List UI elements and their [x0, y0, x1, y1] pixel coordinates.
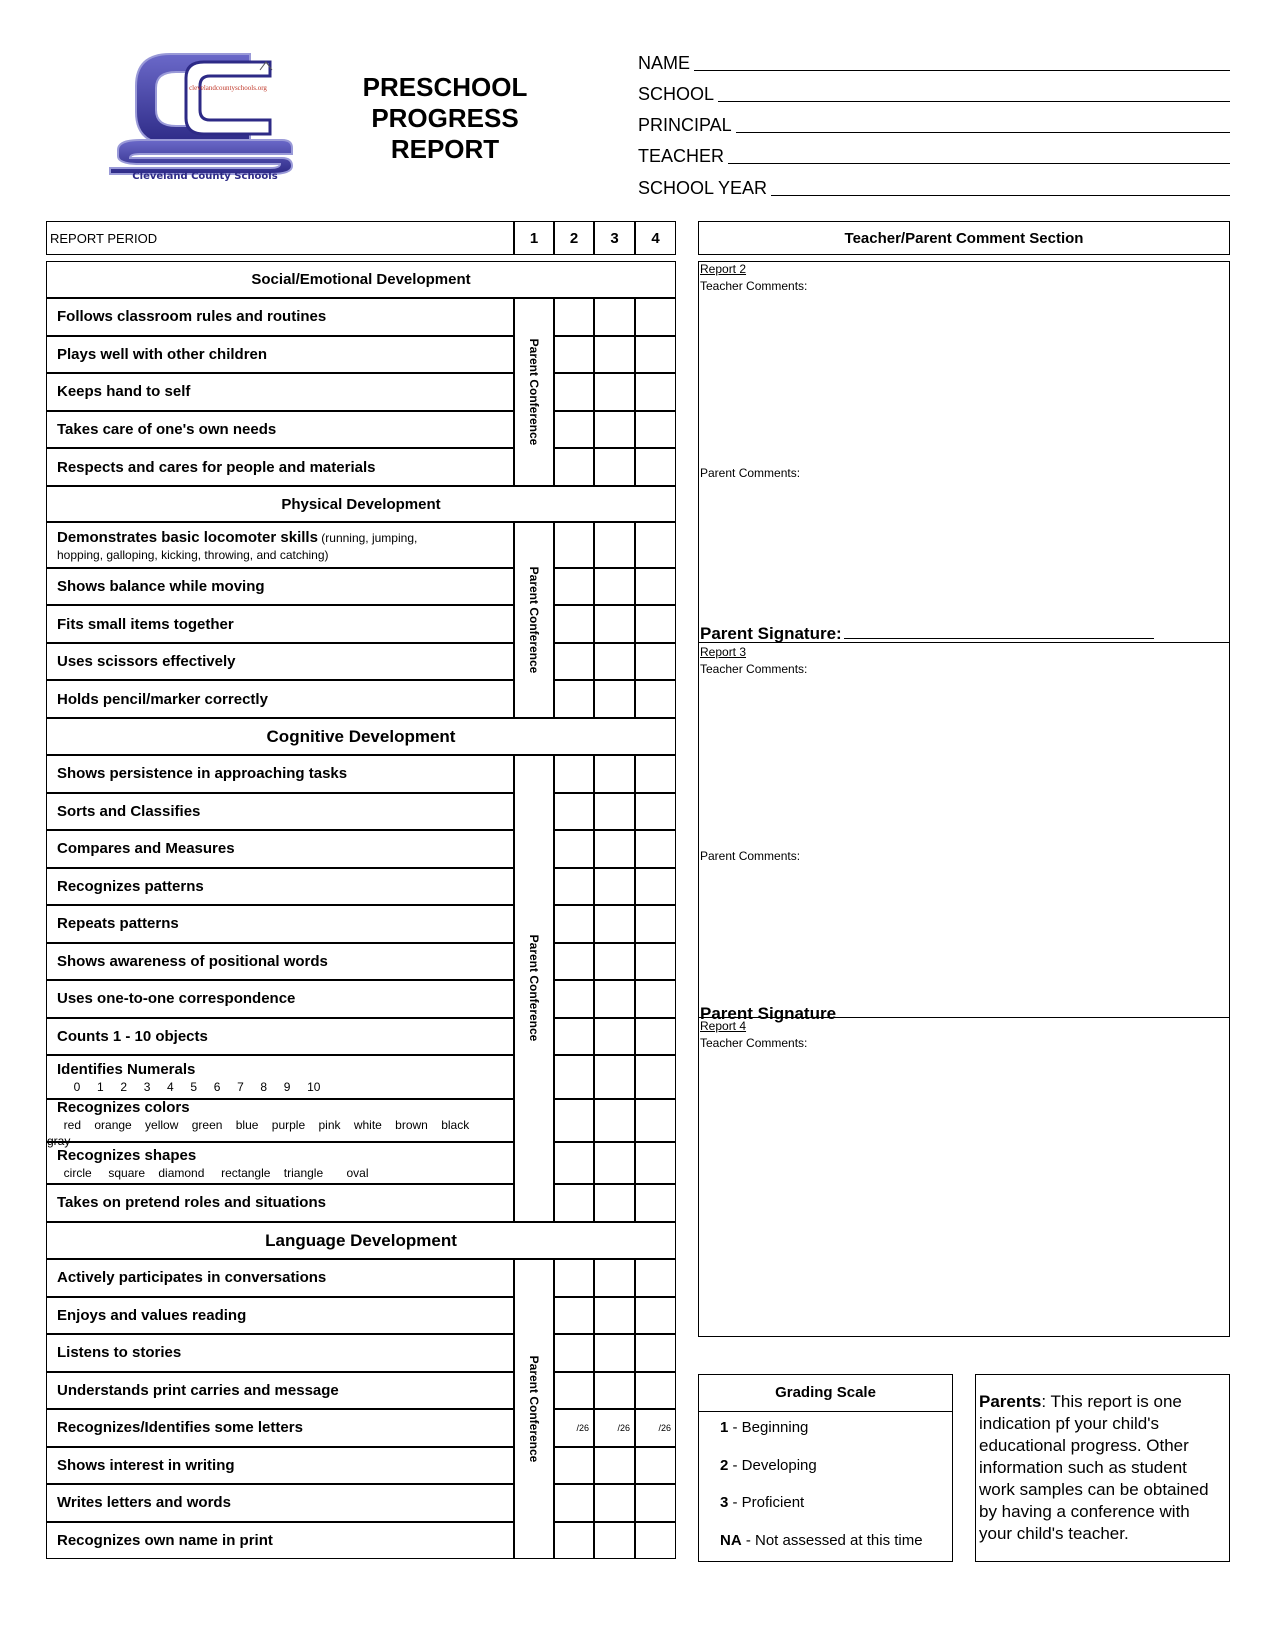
grading-scale-title: Grading Scale — [698, 1374, 953, 1412]
skill-row — [46, 448, 514, 486]
grade-cell[interactable] — [594, 868, 635, 906]
grade-cell[interactable] — [635, 1522, 676, 1560]
grade-cell[interactable] — [594, 1259, 635, 1297]
teacher-field[interactable]: TEACHER — [638, 139, 1230, 167]
grade-cell[interactable] — [635, 793, 676, 831]
skill-options-overflow: gray — [47, 1134, 71, 1148]
grade-cell[interactable] — [635, 1297, 676, 1335]
skill-row — [46, 868, 514, 906]
grade-cell[interactable] — [635, 298, 676, 336]
skill-label — [57, 1344, 513, 1361]
grade-cell[interactable] — [594, 1372, 635, 1410]
grade-cell[interactable] — [554, 980, 594, 1018]
skill-row — [46, 522, 514, 568]
skill-row — [46, 1018, 514, 1056]
skill-label — [57, 691, 513, 708]
grade-cell[interactable]: /26 — [554, 1409, 594, 1447]
school-field[interactable]: SCHOOL — [638, 77, 1230, 105]
grade-cell[interactable] — [554, 680, 594, 718]
grade-cell[interactable] — [635, 943, 676, 981]
grade-cell[interactable] — [594, 1522, 635, 1560]
grade-cell[interactable] — [594, 605, 635, 643]
skill-row — [46, 1297, 514, 1335]
grade-cell[interactable] — [635, 1142, 676, 1184]
skill-label — [57, 1028, 513, 1045]
period-4-header: 4 — [635, 221, 676, 255]
grade-cell[interactable] — [594, 1055, 635, 1099]
skill-row — [46, 643, 514, 680]
grade-cell[interactable] — [554, 1334, 594, 1372]
skill-detail: (running, jumping, — [317, 530, 418, 545]
skill-label-text: Actively participates in conversations — [57, 1269, 327, 1287]
cc-logo-icon — [100, 40, 310, 200]
parent-conference-label: Parent Conference — [527, 1355, 541, 1463]
grade-cell[interactable] — [554, 1018, 594, 1056]
skill-label-text: Uses scissors effectively — [57, 653, 236, 670]
skill-label-text: Follows classroom rules and routines — [57, 308, 327, 326]
report-2-parent-signature[interactable]: Parent Signature: — [700, 624, 1154, 644]
grade-cell[interactable] — [554, 1259, 594, 1297]
grade-cell[interactable] — [635, 568, 676, 605]
school-year-field[interactable]: SCHOOL YEAR — [638, 171, 1230, 199]
skill-row — [46, 298, 514, 336]
skill-label-text: Respects and cares for people and materials — [57, 458, 376, 476]
skill-row — [46, 605, 514, 643]
grade-cell[interactable] — [594, 943, 635, 981]
grade-beginning: 1 - Beginning — [720, 1419, 809, 1436]
skill-label-text: Plays well with other children — [57, 345, 268, 363]
skill-label-text: Shows awareness of positional words — [57, 952, 328, 970]
grade-cell[interactable] — [594, 373, 635, 411]
comment-section — [698, 261, 1230, 1337]
skill-row — [46, 1372, 514, 1410]
skill-options: circle square diamond rectangle triangle oval — [57, 1165, 369, 1180]
skill-label — [57, 953, 513, 970]
report-3-parent-comments[interactable]: Parent Comments: — [700, 849, 801, 863]
grade-cell[interactable] — [635, 336, 676, 374]
grade-cell[interactable] — [554, 1372, 594, 1410]
grade-cell[interactable] — [635, 1334, 676, 1372]
skill-label-text: Shows interest in writing — [57, 1456, 235, 1474]
grade-cell[interactable] — [635, 1447, 676, 1485]
grade-cell[interactable]: /26 — [594, 1409, 635, 1447]
parent-conference-label: Parent Conference — [527, 338, 541, 446]
grade-cell[interactable] — [594, 411, 635, 449]
grade-cell[interactable] — [554, 298, 594, 336]
grade-cell[interactable] — [554, 1447, 594, 1485]
skill-row — [46, 1099, 514, 1148]
grade-cell[interactable] — [635, 1484, 676, 1522]
skill-row — [46, 1522, 514, 1560]
grade-cell[interactable] — [635, 373, 676, 411]
skill-row — [46, 943, 514, 981]
grade-cell[interactable] — [594, 568, 635, 605]
skill-label — [57, 915, 513, 932]
skill-label-text: Takes on pretend roles and situations — [57, 1194, 326, 1212]
grade-cell[interactable] — [594, 1447, 635, 1485]
grade-cell[interactable] — [635, 1055, 676, 1099]
period-2-header: 2 — [554, 221, 594, 255]
grade-cell[interactable] — [594, 830, 635, 868]
grade-cell[interactable] — [635, 830, 676, 868]
grade-cell[interactable] — [594, 1297, 635, 1335]
skill-row — [46, 793, 514, 831]
report-divider — [698, 642, 1230, 643]
grade-cell[interactable] — [554, 793, 594, 831]
section-header-social: Social/Emotional Development — [46, 261, 676, 298]
skill-label-text: Shows balance while moving — [57, 578, 265, 595]
grade-developing: 2 - Developing — [720, 1457, 817, 1474]
skill-label-text: Recognizes colors — [57, 1099, 190, 1116]
grade-cell[interactable] — [554, 411, 594, 449]
grade-cell[interactable] — [554, 1099, 594, 1142]
skill-label-text: Sorts and Classifies — [57, 802, 201, 820]
comment-section-header: Teacher/Parent Comment Section — [698, 221, 1230, 255]
skill-options: hopping, galloping, kicking, throwing, and catching) — [57, 547, 329, 562]
period-1-header: 1 — [514, 221, 554, 255]
parent-conference-column — [514, 298, 554, 486]
skill-label-text: Demonstrates basic locomoter skills — [57, 528, 318, 546]
grade-cell[interactable] — [594, 1142, 635, 1184]
grade-cell[interactable] — [554, 1142, 594, 1184]
skill-label — [57, 878, 513, 895]
skill-row — [46, 1334, 514, 1372]
report-3-parent-signature[interactable]: Parent Signature — [700, 1004, 837, 1023]
skill-label — [57, 1061, 513, 1078]
skill-label-text: Counts 1 - 10 objects — [57, 1027, 208, 1045]
grade-cell[interactable] — [635, 868, 676, 906]
section-header-cognitive: Cognitive Development — [46, 718, 676, 755]
parent-conference-label: Parent Conference — [527, 566, 541, 674]
skill-label — [57, 459, 513, 476]
logo-org-name: Cleveland County Schools — [132, 171, 278, 182]
skill-label — [57, 765, 513, 782]
skill-label — [57, 1382, 513, 1399]
grade-cell[interactable] — [554, 568, 594, 605]
report-4-label: Report 4 — [700, 1019, 747, 1033]
skill-label — [57, 990, 513, 1007]
grade-cell[interactable] — [594, 336, 635, 374]
skill-row — [46, 755, 514, 793]
grade-cell[interactable] — [554, 1297, 594, 1335]
grade-cell[interactable] — [554, 943, 594, 981]
grade-cell[interactable] — [554, 755, 594, 793]
skill-label-text: Recognizes shapes — [57, 1146, 197, 1164]
section-header-language: Language Development — [46, 1222, 676, 1259]
grade-cell[interactable] — [635, 605, 676, 643]
skill-label — [57, 1532, 513, 1549]
skill-row — [46, 1409, 514, 1447]
skill-label — [57, 1494, 513, 1511]
skill-label-text: Identifies Numerals — [57, 1060, 196, 1078]
grade-cell[interactable] — [635, 905, 676, 943]
skill-row — [46, 411, 514, 449]
skill-label-text: Repeats patterns — [57, 915, 179, 933]
grade-cell[interactable] — [554, 605, 594, 643]
grade-cell[interactable] — [554, 830, 594, 868]
skill-label — [57, 578, 513, 595]
report-2-parent-comments[interactable]: Parent Comments: — [700, 466, 801, 480]
skill-label — [57, 1194, 513, 1211]
skill-options: red orange yellow green blue purple pink white brown black — [57, 1118, 470, 1132]
skill-label-text: Listens to stories — [57, 1344, 182, 1362]
grade-cell[interactable] — [554, 373, 594, 411]
report-2-label: Report 2 — [700, 262, 747, 276]
grade-cell[interactable] — [554, 336, 594, 374]
grade-cell[interactable] — [635, 980, 676, 1018]
grade-cell[interactable] — [554, 522, 594, 568]
skill-label-text: Enjoys and values reading — [57, 1306, 247, 1324]
grade-cell[interactable] — [594, 980, 635, 1018]
section-header-physical: Physical Development — [46, 486, 676, 522]
skill-row — [46, 1055, 514, 1099]
report-period-label: REPORT PERIOD — [46, 221, 514, 255]
grade-cell[interactable] — [554, 868, 594, 906]
parent-conference-column — [514, 1259, 554, 1559]
skill-label-text: Recognizes own name in print — [57, 1531, 273, 1549]
school-logo — [100, 40, 310, 200]
grade-cell[interactable] — [635, 1099, 676, 1142]
skill-row — [46, 830, 514, 868]
grade-cell[interactable] — [594, 1099, 635, 1142]
skill-label-text: Recognizes patterns — [57, 877, 204, 895]
skill-label — [57, 346, 513, 363]
skill-label — [57, 616, 513, 633]
grade-cell[interactable] — [635, 1018, 676, 1056]
skill-label — [57, 1457, 513, 1474]
grade-cell[interactable] — [635, 448, 676, 486]
skill-label-text: Shows persistence in approaching tasks — [57, 765, 348, 783]
skill-label — [57, 1147, 513, 1164]
grade-cell[interactable] — [594, 1184, 635, 1222]
grade-cell[interactable] — [635, 680, 676, 718]
skill-label-text: Understands print carries and message — [57, 1381, 339, 1399]
skill-label — [57, 1099, 513, 1116]
grade-cell[interactable] — [554, 448, 594, 486]
grade-cell[interactable] — [594, 905, 635, 943]
grade-cell[interactable] — [635, 643, 676, 680]
skill-label — [57, 653, 513, 670]
report-3-teacher-comments[interactable]: Teacher Comments: — [700, 662, 808, 676]
grade-cell[interactable] — [594, 755, 635, 793]
skill-label — [57, 1307, 513, 1324]
skill-label — [57, 840, 513, 857]
svg-text:clevelandcountyschools.org: clevelandcountyschools.org — [189, 84, 267, 92]
grade-cell[interactable] — [554, 1522, 594, 1560]
parent-conference-column — [514, 755, 554, 1222]
report-2-teacher-comments[interactable]: Teacher Comments: — [700, 279, 808, 293]
skill-row — [46, 1447, 514, 1485]
skill-row — [46, 680, 514, 718]
grade-cell[interactable] — [594, 1018, 635, 1056]
skill-label — [57, 308, 513, 325]
skill-label-text: Fits small items together — [57, 615, 234, 633]
report-4-teacher-comments[interactable]: Teacher Comments: — [700, 1036, 808, 1050]
skill-label — [57, 421, 513, 438]
grade-cell[interactable] — [594, 680, 635, 718]
grade-cell[interactable] — [635, 1372, 676, 1410]
principal-field[interactable]: PRINCIPAL — [638, 108, 1230, 136]
skill-row — [46, 568, 514, 605]
skill-row — [46, 905, 514, 943]
grade-cell[interactable] — [594, 522, 635, 568]
grade-cell[interactable] — [594, 1484, 635, 1522]
grade-cell[interactable] — [554, 1484, 594, 1522]
grade-cell[interactable] — [554, 905, 594, 943]
skill-row — [46, 1259, 514, 1297]
grade-cell[interactable] — [554, 643, 594, 680]
grade-cell[interactable] — [635, 755, 676, 793]
report-3-label: Report 3 — [700, 645, 747, 659]
grade-cell[interactable] — [635, 1184, 676, 1222]
grade-cell[interactable] — [635, 1259, 676, 1297]
skill-row — [46, 1184, 514, 1222]
skill-row — [46, 1142, 514, 1184]
skill-label-text: Compares and Measures — [57, 840, 235, 858]
grade-cell[interactable] — [594, 448, 635, 486]
skill-row — [46, 980, 514, 1018]
skill-label-text: Holds pencil/marker correctly — [57, 690, 268, 708]
grade-cell[interactable] — [594, 643, 635, 680]
parent-conference-column — [514, 522, 554, 718]
skill-label-text: Takes care of one's own needs — [57, 421, 277, 439]
skill-label — [57, 1269, 513, 1286]
skill-label — [57, 803, 513, 820]
grade-cell[interactable] — [635, 411, 676, 449]
grade-cell[interactable] — [635, 522, 676, 568]
grade-not-assessed: NA - Not assessed at this time — [720, 1532, 923, 1549]
skill-label-text: Writes letters and words — [57, 1494, 231, 1512]
skill-label-text: Keeps hand to self — [57, 383, 191, 401]
skill-label-text: Uses one-to-one correspondence — [57, 990, 296, 1008]
report-title: PRESCHOOL PROGRESS REPORT — [362, 72, 528, 164]
grade-cell[interactable] — [554, 1055, 594, 1099]
skill-label-text: Recognizes/Identifies some letters — [57, 1419, 303, 1437]
grade-cell[interactable] — [594, 793, 635, 831]
skill-row — [46, 373, 514, 411]
skill-label — [57, 383, 513, 400]
parent-conference-label: Parent Conference — [527, 934, 541, 1042]
report-divider — [698, 1017, 1230, 1018]
grade-cell[interactable] — [554, 1184, 594, 1222]
grade-cell[interactable]: /26 — [635, 1409, 676, 1447]
grade-proficient: 3 - Proficient — [720, 1494, 805, 1511]
skill-label — [57, 1419, 513, 1436]
skill-options: 0 1 2 3 4 5 6 7 8 9 10 — [57, 1079, 321, 1094]
skill-label — [57, 529, 513, 546]
grade-cell[interactable] — [594, 298, 635, 336]
parents-note: Parents: This report is one indication pf your child's educational progress. Other information such as student work samples can be obtained by having a conference with your child's teacher. — [975, 1374, 1230, 1562]
skill-row — [46, 336, 514, 374]
period-3-header: 3 — [594, 221, 635, 255]
skill-row — [46, 1484, 514, 1522]
grade-cell[interactable] — [594, 1334, 635, 1372]
name-field[interactable]: NAME — [638, 46, 1230, 74]
